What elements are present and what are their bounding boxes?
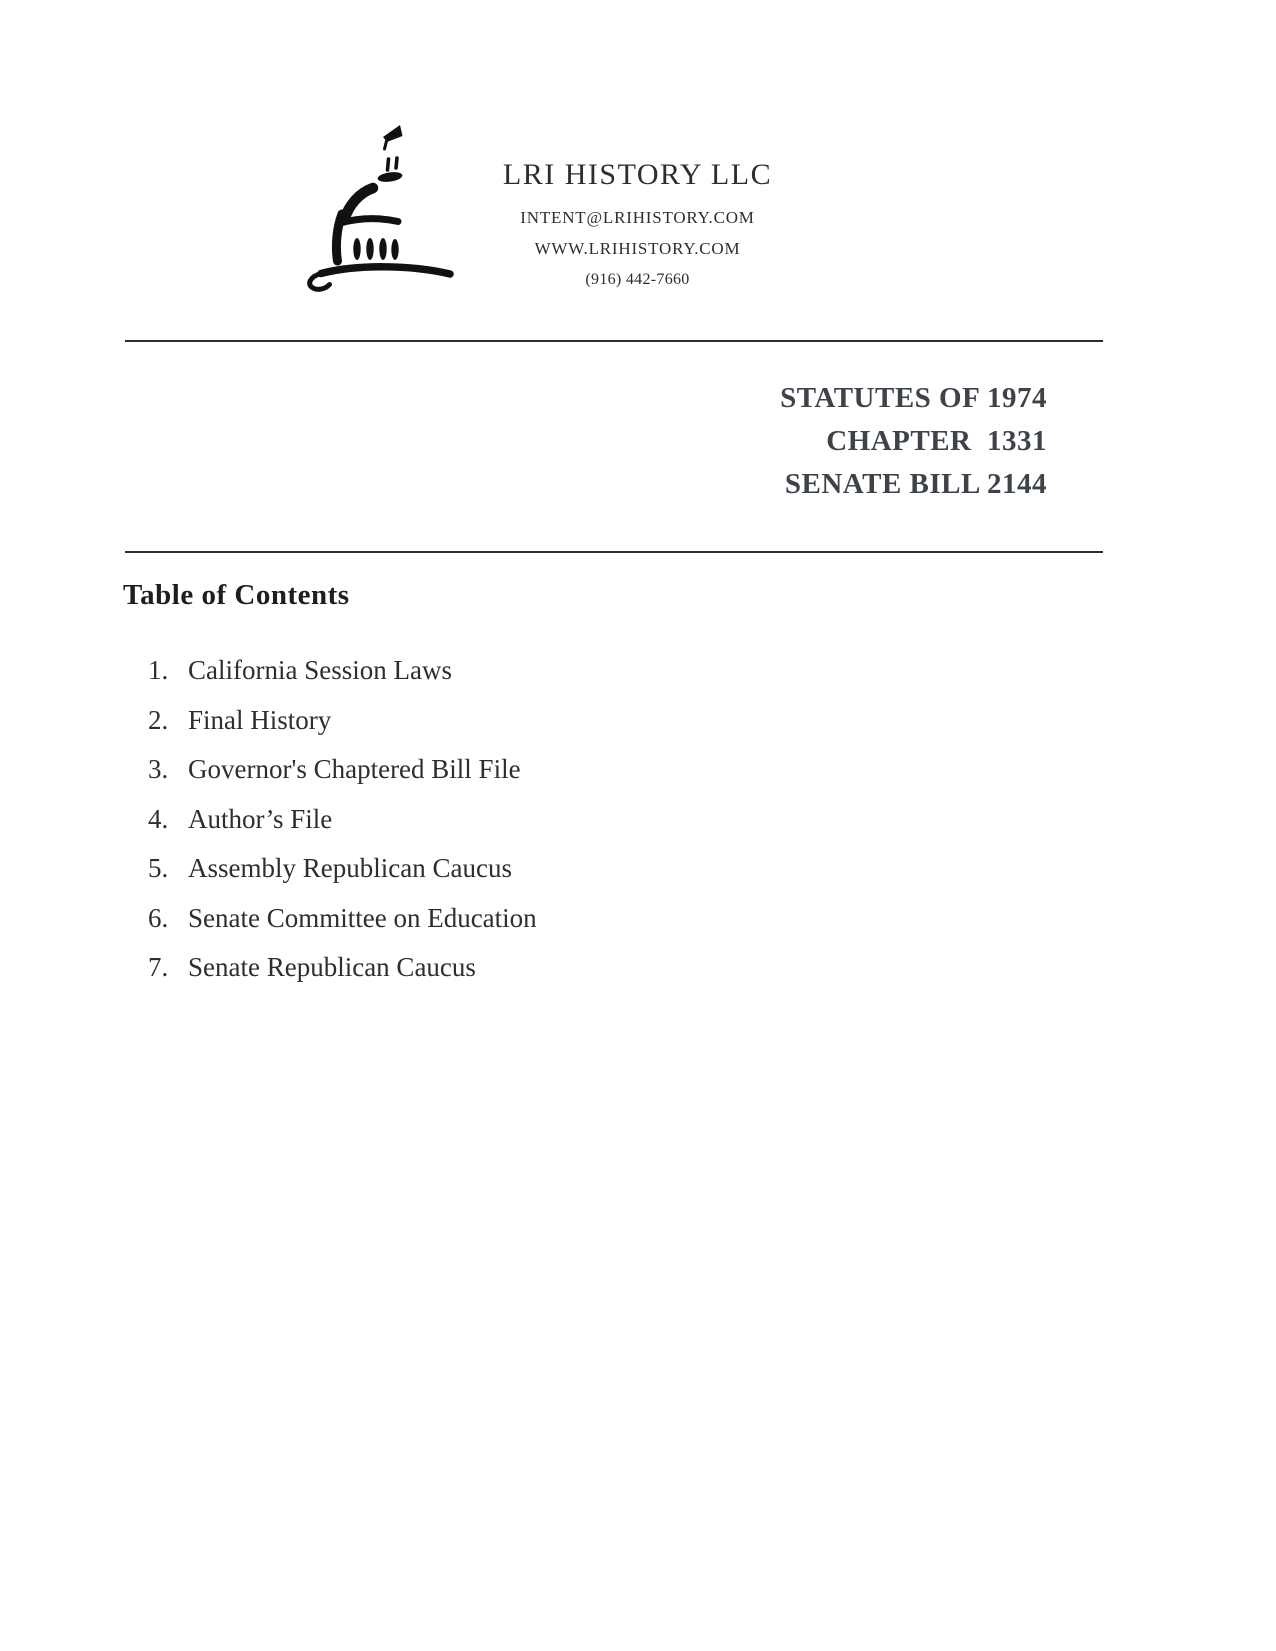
toc-item-label: Governor's Chaptered Bill File [188, 754, 521, 784]
toc-item-number: 1. [148, 655, 169, 685]
toc-item [148, 894, 537, 944]
toc-item-number: 2. [148, 704, 169, 735]
company-name: LRI HISTORY LLC [502, 158, 773, 191]
toc-item [148, 795, 537, 845]
toc-item-label: Senate Republican Caucus [188, 952, 476, 982]
toc-item [148, 696, 537, 746]
toc-title: Table of Contents [123, 579, 350, 611]
company-website: WWW.LRIHISTORY.COM [534, 239, 741, 258]
company-email: INTENT@LRIHISTORY.COM [520, 208, 755, 227]
toc-item-number: 5. [148, 853, 169, 883]
senate-bill-line: SENATE BILL 2144 [784, 468, 1047, 500]
toc-item [148, 943, 537, 993]
toc-item-number: 4. [148, 803, 169, 834]
capitol-dome-logo-icon [280, 113, 460, 303]
toc-item-label: Assembly Republican Caucus [188, 853, 512, 883]
toc-item [148, 844, 537, 894]
toc-item-label: Final History [188, 704, 332, 735]
toc-list [148, 646, 537, 993]
toc-item-number: 6. [148, 902, 169, 933]
toc-item-number: 7. [148, 952, 169, 982]
toc-item [148, 745, 537, 795]
chapter-line: CHAPTER 1331 [826, 425, 1047, 457]
toc-item-number: 3. [148, 754, 169, 784]
company-phone: (916) 442-7660 [585, 271, 690, 288]
toc-item-label: California Session Laws [188, 655, 452, 685]
statute-reference-block [780, 377, 1047, 506]
toc-item-label: Senate Committee on Education [188, 902, 537, 933]
statutes-year-line: STATUTES OF 1974 [780, 382, 1047, 414]
letterhead [455, 155, 820, 291]
divider-top [125, 340, 1103, 342]
divider-bottom [125, 551, 1103, 553]
toc-item [148, 646, 537, 696]
toc-item-label: Author’s File [188, 803, 333, 834]
